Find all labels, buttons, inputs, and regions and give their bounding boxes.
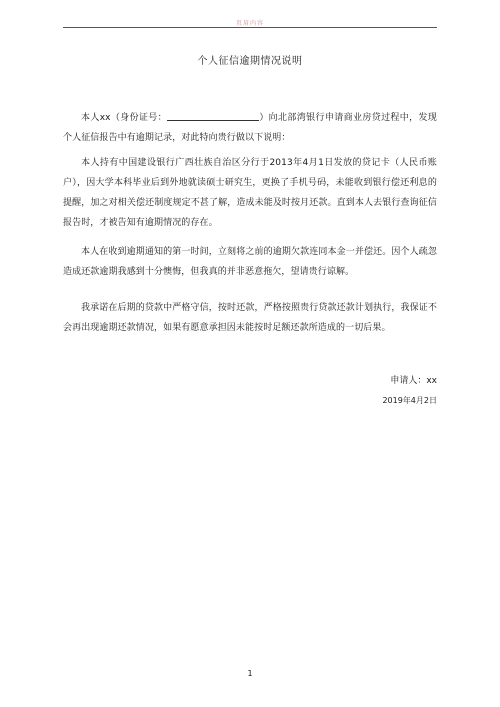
header-rule bbox=[63, 27, 437, 28]
paragraph-repayment: 本人在收到逾期通知的第一时间，立刻将之前的逾期欠款连同本金一并偿还。因个人疏忽造成还款逾期我感到十分懊悔，但我真的并非恶意拖欠，望请贵行谅解。 bbox=[63, 247, 437, 277]
header-mark: 页眉内容 bbox=[235, 20, 264, 27]
intro-text-before: 本人xx（身份证号： bbox=[81, 113, 168, 123]
document-date: 2019年4月2日 bbox=[382, 396, 437, 405]
paragraph-background: 本人持有中国建设银行广西壮族自治区分行于2013年4月1日发放的贷记卡（人民币账户），因大学本科毕业后到外地就读硕士研究生，更换了手机号码，未能收到银行偿还利息的提醒，加之对相关偿还制度规定不甚了解，造成未能及时按月还款。直到本人去银行查询征信报告时，才被告知有逾期情况的存在。 bbox=[63, 158, 437, 228]
paragraph-intro bbox=[63, 108, 437, 148]
intro-text-after: ）向北部湾银行申请商业房贷过程中，发现个人征信报告中有逾期记录，对此特向贵行做以下说明： bbox=[63, 113, 437, 143]
document-title: 个人征信逾期情况说明 bbox=[197, 56, 303, 67]
paragraph-commitment: 我承诺在后期的贷款中严格守信，按时还款，严格按照贵行贷款还款计划执行，我保证不会再出现逾期还款情况，如果有愿意承担因未能按时足额还款所造成的一切后果。 bbox=[63, 303, 437, 333]
page-number: 1 bbox=[247, 669, 253, 678]
id-number-blank bbox=[167, 111, 259, 121]
applicant-signature: 申请人：xx bbox=[390, 376, 437, 386]
